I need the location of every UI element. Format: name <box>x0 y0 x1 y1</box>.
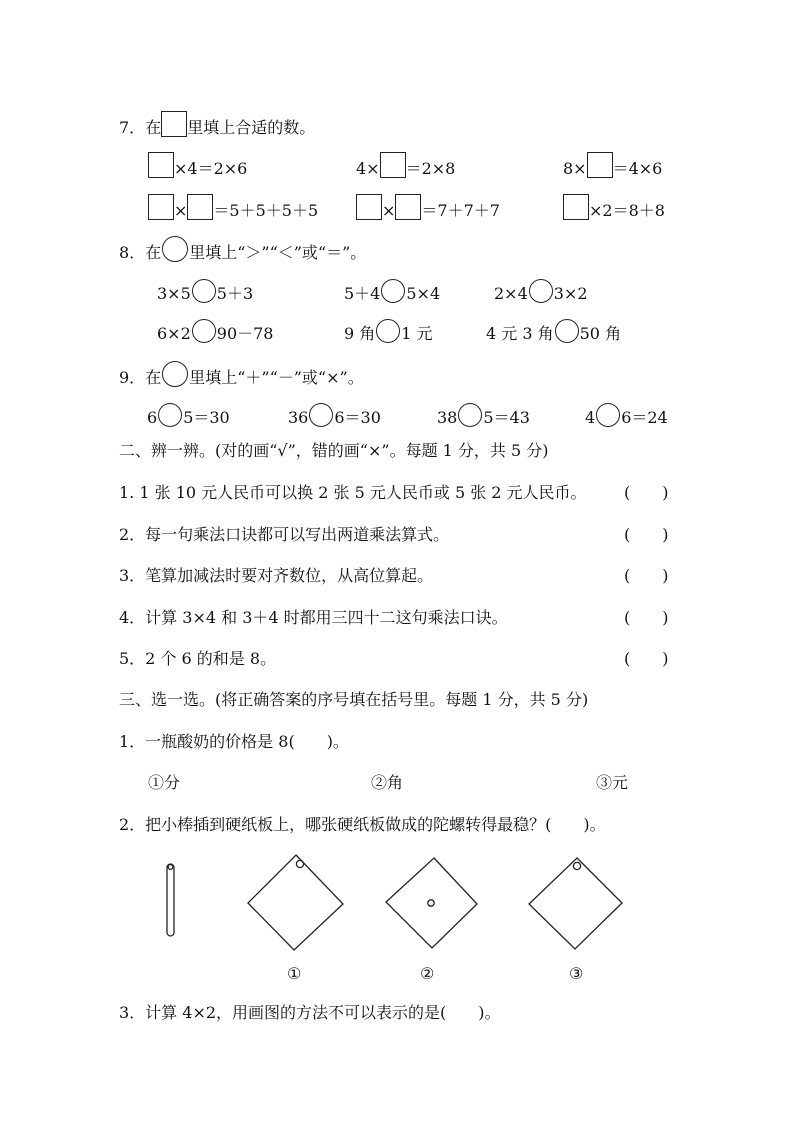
answer-paren[interactable]: ( ) <box>624 608 669 627</box>
cardboard-3 <box>529 858 622 949</box>
q8-row1-c: 2×4 3×2 <box>494 279 588 305</box>
answer-paren[interactable]: ( ) <box>624 525 669 544</box>
choice-q1-option-2[interactable]: ②角 <box>371 773 404 792</box>
judge-item-4: 4．计算 3×4 和 3＋4 时都用三四十二这句乘法口诀。 <box>119 608 508 627</box>
q7-row1-c: 8× ＝4×6 <box>563 152 662 180</box>
choice-q1: 1．一瓶酸奶的价格是 8( )。 <box>119 732 349 751</box>
judge-item-5: 5．2 个 6 的和是 8。 <box>119 649 277 668</box>
section2-title: 二、辨一辨。(对的画“√”，错的画“×”。每题 1 分，共 5 分) <box>119 441 549 460</box>
q8-prompt: 8．在 里填上“＞”“＜”或“＝”。 <box>119 236 366 264</box>
q8-row2-c: 4 元 3 角 50 角 <box>486 319 621 345</box>
q7-prompt: 7．在 里填上合适的数。 <box>119 111 315 139</box>
judge-item-2: 2．每一句乘法口诀都可以写出两道乘法算式。 <box>119 525 450 544</box>
choice-q1-option-1[interactable]: ①分 <box>148 773 181 792</box>
q8-row1-a: 3×5 5＋3 <box>157 279 253 305</box>
q7-row2-c: ×2＝8＋8 <box>563 194 665 222</box>
q7-row2-b: × ＝7＋7＋7 <box>356 194 500 222</box>
q7-row1-b: 4× ＝2×8 <box>356 152 455 180</box>
judge-item-3: 3．笔算加减法时要对齐数位，从高位算起。 <box>119 566 434 585</box>
q9-item-c: 38 5＝43 <box>437 403 530 429</box>
q8-row1-b: 5＋4 5×4 <box>344 279 440 305</box>
q9-prompt: 9．在 里填上“＋”“－”或“×”。 <box>119 361 364 389</box>
cardboard-1 <box>248 855 343 950</box>
answer-paren[interactable]: ( ) <box>624 483 669 502</box>
choice-q1-option-3[interactable]: ③元 <box>596 773 629 792</box>
judge-item-1: 1. 1 张 10 元人民币可以换 2 张 5 元人民币或 5 张 2 元人民币。 <box>119 483 587 502</box>
q9-item-d: 4 6＝24 <box>585 403 668 429</box>
choice-q2: 2．把小棒插到硬纸板上，哪张硬纸板做成的陀螺转得最稳？( )。 <box>119 815 606 834</box>
cardboard-2 <box>386 858 477 948</box>
stick-figure <box>167 864 174 936</box>
answer-paren[interactable]: ( ) <box>624 566 669 585</box>
q7-row2-a: × ＝5＋5＋5＋5 <box>148 194 318 222</box>
q8-row2-a: 6×2 90－78 <box>157 319 274 345</box>
q8-row2-b: 9 角 1 元 <box>344 319 433 345</box>
section3-title: 三、选一选。(将正确答案的序号填在括号里。每题 1 分，共 5 分) <box>119 690 589 709</box>
choice-q3: 3．计算 4×2，用画图的方法不可以表示的是( )。 <box>119 1003 501 1022</box>
q7-row1-a: ×4＝2×6 <box>148 152 247 180</box>
q9-item-b: 36 6＝30 <box>288 403 381 429</box>
figure-label-2[interactable]: ② <box>420 964 435 983</box>
q9-item-a: 6 5＝30 <box>147 403 230 429</box>
figure-label-1[interactable]: ① <box>287 964 302 983</box>
figure-label-3[interactable]: ③ <box>569 964 584 983</box>
answer-paren[interactable]: ( ) <box>624 649 669 668</box>
